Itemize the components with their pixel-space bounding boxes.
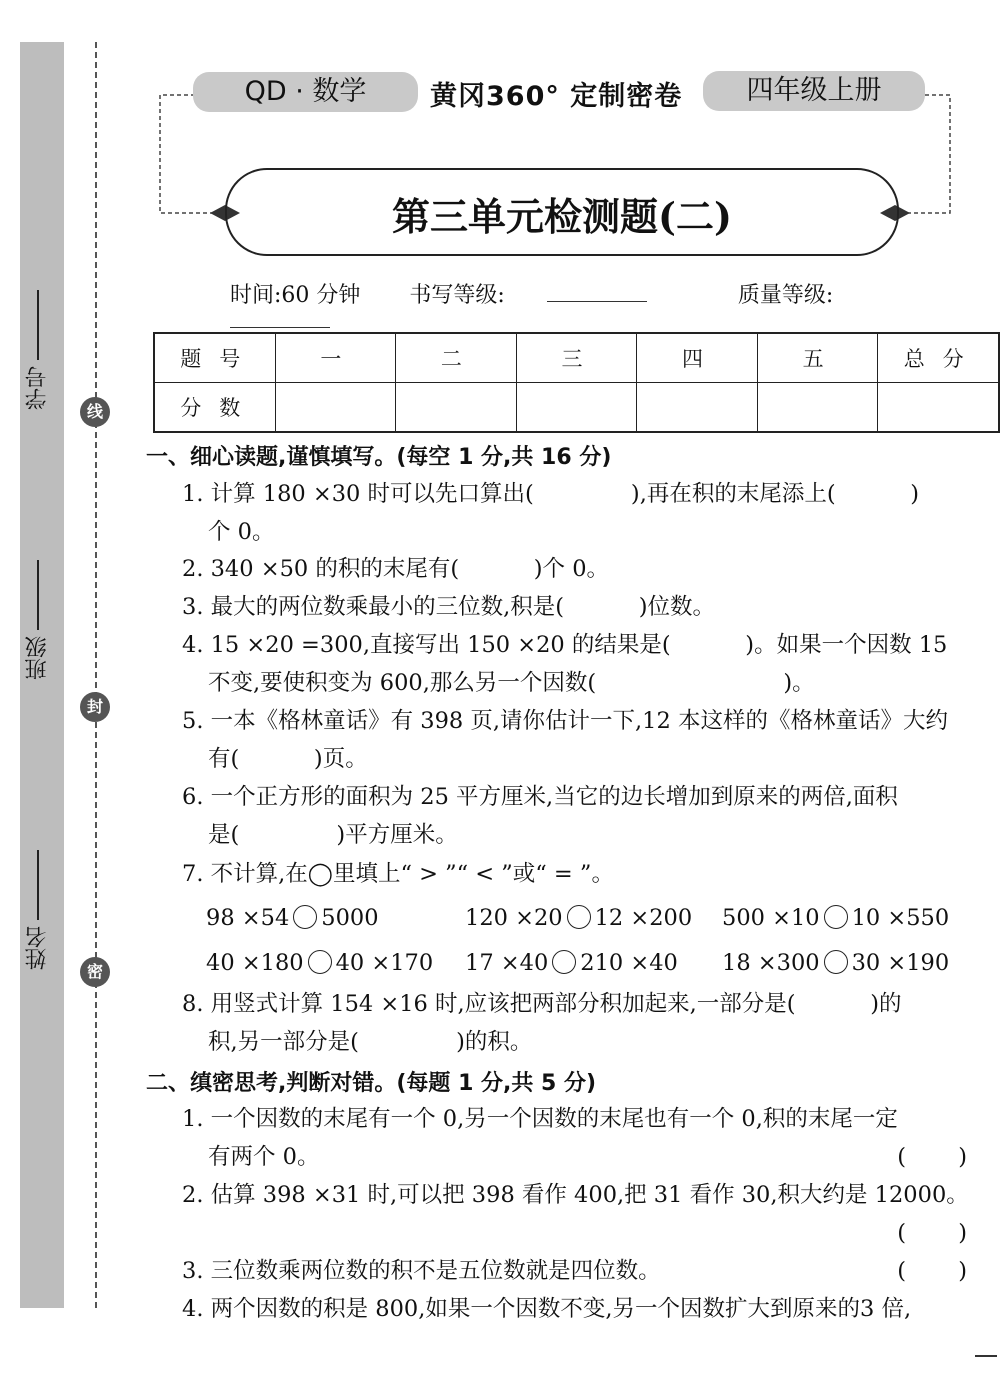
score-table-header <box>154 333 999 383</box>
seal-mi: 密 <box>80 957 110 987</box>
answer-paren[interactable]: ( ) <box>897 1144 967 1170</box>
quality-grade-label: 质量等级: <box>737 283 834 308</box>
score-header-cell: 二 <box>396 333 517 383</box>
cut-line <box>95 42 97 1308</box>
score-header-cell: 一 <box>275 333 396 383</box>
exam-meta <box>230 278 930 334</box>
class-field[interactable] <box>22 560 62 680</box>
score-row-label: 分数 <box>154 383 275 433</box>
score-cell[interactable] <box>516 383 637 433</box>
question-1-7: 7. 不计算,在◯里填上“ > ”“ < ”或“ = ”。 <box>182 861 614 887</box>
writing-grade-blank[interactable] <box>547 283 647 302</box>
title-frame <box>225 168 899 256</box>
answer-paren[interactable]: ( ) <box>897 1220 967 1246</box>
question-1-6: 6. 一个正方形的面积为 25 平方厘米,当它的边长增加到原来的两倍,面积 是( )平方厘米。 <box>182 784 898 848</box>
section2-title: 二、缜密思考,判断对错。(每题 1 分,共 5 分) <box>146 1071 597 1096</box>
score-cell[interactable] <box>637 383 758 433</box>
compare-item: 98 ×54 5000 <box>206 905 379 931</box>
question-1-1: 1. 计算 180 ×30 时可以先口算出( ),再在积的末尾添上( ) 个 0。 <box>182 481 920 545</box>
question-2-4: 4. 两个因数的积是 800,如果一个因数不变,另一个因数扩大到原来的3 倍, <box>182 1296 912 1322</box>
question-1-3: 3. 最大的两位数乘最小的三位数,积是( )位数。 <box>182 594 715 620</box>
seal-xian: 线 <box>80 397 110 427</box>
question-1-5: 5. 一本《格林童话》有 398 页,请你估计一下,12 本这样的《格林童话》大约 有( )页。 <box>182 708 948 772</box>
question-2-1: 1. 一个因数的末尾有一个 0,另一个因数的末尾也有一个 0,积的末尾一定 有两个 0。 ( ) <box>182 1100 967 1176</box>
score-cell[interactable] <box>757 383 878 433</box>
score-cell[interactable] <box>275 383 396 433</box>
class-label: 班级 <box>25 636 50 680</box>
score-header-cell: 题号 <box>154 333 275 383</box>
compare-circle[interactable] <box>308 950 332 974</box>
writing-grade-label: 书写等级: <box>409 283 505 308</box>
score-header-cell: 四 <box>637 333 758 383</box>
compare-item: 120 ×20 12 ×200 <box>465 905 693 931</box>
question-1-4: 4. 15 ×20 =300,直接写出 150 ×20 的结果是( )。如果一个因数 15 不变,要使积变为 600,那么另一个因数( )。 <box>182 632 948 696</box>
name-field[interactable] <box>22 850 62 970</box>
page-title: 第三单元检测题(二) <box>392 194 732 239</box>
compare-circle[interactable] <box>824 950 848 974</box>
score-table-row <box>154 383 999 433</box>
compare-circle[interactable] <box>552 950 576 974</box>
student-id-field[interactable] <box>22 290 62 410</box>
brand-title: 黄冈360° 定制密卷 <box>430 81 683 112</box>
section1-title: 一、细心读题,谨慎填写。(每空 1 分,共 16 分) <box>146 445 612 470</box>
compare-item: 40 ×180 40 ×170 <box>206 950 434 976</box>
compare-circle[interactable] <box>824 905 848 929</box>
student-id-label: 学号 <box>25 366 50 410</box>
question-1-8: 8. 用竖式计算 154 ×16 时,应该把两部分积加起来,一部分是( )的 积,另一部分是( )的积。 <box>182 991 902 1055</box>
question-2-3: 3. 三位数乘两位数的积不是五位数就是四位数。 ( ) <box>182 1252 967 1290</box>
compare-circle[interactable] <box>567 905 591 929</box>
score-header-cell: 三 <box>516 333 637 383</box>
score-cell[interactable] <box>878 383 999 433</box>
subject-badge: QD · 数学 <box>193 72 418 112</box>
compare-item: 500 ×10 10 ×550 <box>722 905 950 931</box>
score-cell[interactable] <box>396 383 517 433</box>
compare-circle[interactable] <box>293 905 317 929</box>
grade-badge: 四年级上册 <box>703 71 925 111</box>
score-table <box>153 332 1000 433</box>
compare-item: 18 ×300 30 ×190 <box>722 950 950 976</box>
score-header-cell: 五 <box>757 333 878 383</box>
page-edge-mark <box>975 1355 997 1357</box>
name-label: 姓名 <box>25 926 50 970</box>
quality-grade-blank[interactable] <box>230 309 330 328</box>
question-2-2: 2. 估算 398 ×31 时,可以把 398 看作 400,把 31 看作 30,积大约是 12000。 ( ) <box>182 1176 967 1252</box>
compare-item: 17 ×40 210 ×40 <box>465 950 678 976</box>
time-limit: 时间:60 分钟 <box>230 283 361 308</box>
question-1-2: 2. 340 ×50 的积的末尾有( )个 0。 <box>182 556 610 582</box>
score-header-cell: 总分 <box>878 333 999 383</box>
answer-paren[interactable]: ( ) <box>897 1258 967 1284</box>
seal-feng: 封 <box>80 692 110 722</box>
